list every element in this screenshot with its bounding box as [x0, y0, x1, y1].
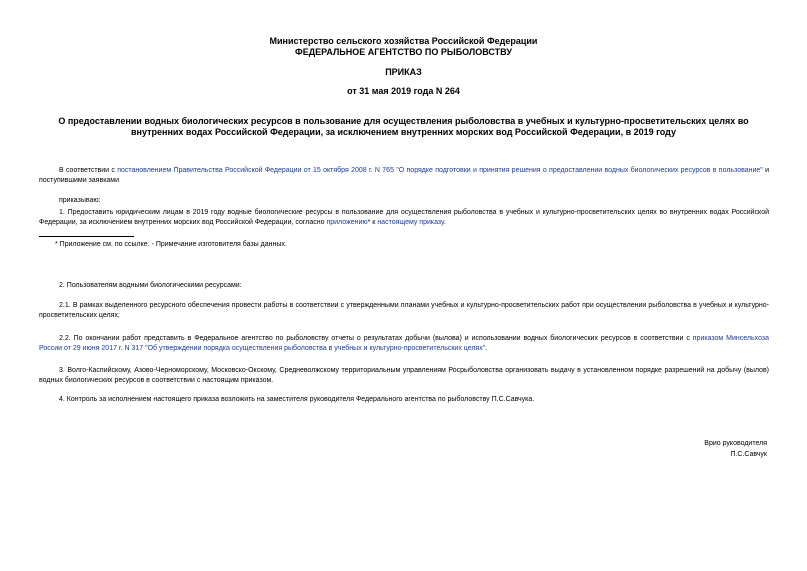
agency-name: ФЕДЕРАЛЬНОЕ АГЕНТСТВО ПО РЫБОЛОВСТВУ: [295, 47, 512, 57]
order-word: приказываю:: [59, 197, 101, 204]
item-2-1: 2.1. В рамках выделенного ресурсного обеспечения провести работы в соответствии с утвержденными планами учебных и культурно-просветительских работ при осуществлении рыболовства в учебных и культурно-просветительских целях;: [39, 302, 769, 319]
footnote: * Приложение см. по ссылке. - Примечание изготовителя базы данных.: [55, 241, 287, 248]
preamble-prefix: В соответствии с: [59, 167, 118, 174]
signatory-position: Врио руководителя: [704, 440, 767, 447]
ministry-name: Министерство сельского хозяйства Российской Федерации: [269, 36, 538, 46]
signatory-name: П.С.Савчук: [730, 451, 767, 458]
footnote-divider: [39, 236, 134, 237]
item-4: 4. Контроль за исполнением настоящего приказа возложить на заместителя руководителя Федерального агентства по рыболовству П.С.Савчука.: [59, 396, 535, 403]
item-2-2-end: .: [485, 345, 488, 352]
item-2-2: [39, 334, 769, 354]
appendix-link[interactable]: приложению: [326, 219, 368, 226]
government-decree-link[interactable]: постановлением Правительства Российской Федерации от 15 октября 2008 г. N 765 "О порядке подготовки и принятия решения о предоставлении водных биологических ресурсов в пользование": [117, 167, 763, 174]
item-3: 3. Волго-Каспийскому, Азово-Черноморскому, Московско-Окскому, Средневолжскому территориальным управлениям Росрыболовства организовать выдачу в установленном порядке разрешений на добычу (вылов) водных биологических ресурсов в соответствии с настоящим приказом.: [39, 367, 769, 384]
item-1-end: .: [443, 219, 446, 226]
ministry-order-link[interactable]: приказом Минсельхоза России от 29 июня 2017 г. N 317 "Об утверждении порядка осуществления рыболовства в учебных и культурно-просветительских целях": [39, 335, 770, 352]
item-2-2-text: 2.2. По окончании работ представить в Федеральное агентство по рыболовству отчеты о результатах добычи (вылова) и использовании водных биологических ресурсов в соответствии с: [59, 335, 693, 342]
item-1-suffix: * к: [367, 219, 378, 226]
document-title-line2: внутренних водах Российской Федерации, за исключением внутренних морских вод Российской Федерации, в 2019 году: [131, 127, 676, 137]
document-date-number: от 31 мая 2019 года N 264: [347, 86, 460, 96]
document-title-line1: О предоставлении водных биологических ресурсов в пользование для осуществления рыболовства в учебных и культурно-просветительских целях во: [58, 116, 749, 126]
this-order-link[interactable]: настоящему приказу: [377, 219, 444, 226]
document-type: ПРИКАЗ: [385, 67, 422, 77]
item-2: 2. Пользователям водными биологическими ресурсами:: [59, 282, 242, 289]
item-1-text: 1. Предоставить юридическим лицам в 2019 году водные биологические ресурсы в пользование для осуществления рыболовства в учебных и культурно-просветительских целях во внутренних водах Российской Федерации, за исключением внутренних морских вод Российской Федерации, согласно: [39, 209, 769, 226]
preamble-suffix: и поступившими заявками: [39, 167, 770, 184]
preamble: [39, 166, 769, 186]
item-1: [39, 208, 769, 228]
